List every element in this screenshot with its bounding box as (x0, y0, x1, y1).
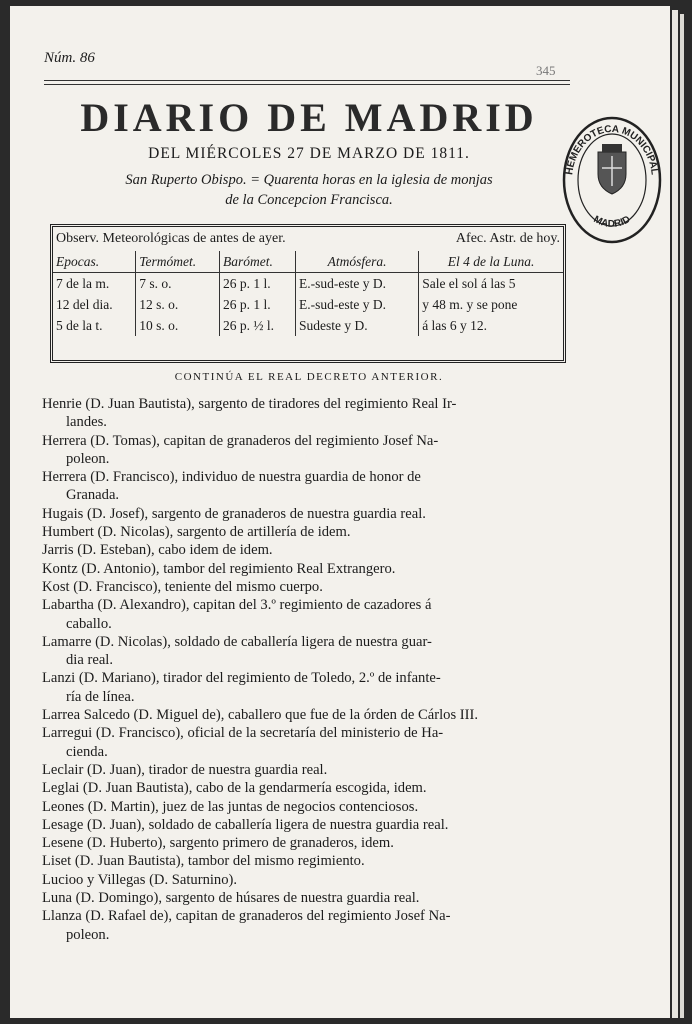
page-edge-back (680, 14, 684, 1018)
library-stamp (558, 108, 662, 248)
cell-atmos: Sudeste y D. (296, 315, 419, 336)
entry-text: Hugais (D. Josef), sargento de granaderos de nuestra guardia real. (42, 505, 426, 522)
list-item (42, 468, 566, 505)
entry-text: Herrera (D. Francisco), individuo de nuestra guardia de honor de (42, 469, 421, 486)
list-item (42, 395, 566, 432)
dateline: DEL MIÉRCOLES 27 DE MARZO DE 1811. (148, 145, 470, 162)
list-item (42, 761, 566, 779)
cell-epoca: 5 de la t. (53, 315, 136, 336)
decree-list (42, 395, 566, 944)
meteo-row (53, 294, 563, 315)
list-item (42, 871, 566, 889)
entry-text: Lesage (D. Juan), soldado de caballería ligera de nuestra guardia real. (42, 816, 449, 833)
col-atmosfera: Atmósfera. (296, 251, 419, 273)
entry-text: Lesene (D. Huberto), sargento primero de granaderos, idem. (42, 835, 394, 852)
entry-text: Labartha (D. Alexandro), capitan del 3.º regimiento de cazadores á (42, 597, 432, 614)
list-item (42, 779, 566, 797)
entry-continuation: ría de línea. (66, 688, 135, 705)
cell-atmos: E.-sud-este y D. (296, 294, 419, 315)
entry-text: Jarris (D. Esteban), cabo idem de idem. (42, 542, 273, 559)
header-rule-top-2 (44, 84, 570, 85)
entry-continuation: caballo. (66, 615, 112, 632)
entry-text: Humbert (D. Nicolas), sargento de artillería de idem. (42, 524, 351, 541)
list-item (42, 578, 566, 596)
list-item (42, 633, 566, 670)
list-item (42, 816, 566, 834)
saint-line-2: de la Concepcion Francisca. (225, 192, 393, 208)
list-item (42, 560, 566, 578)
cell-barom: 26 p. 1 l. (219, 294, 295, 315)
coat-of-arms-icon (598, 144, 626, 194)
col-epocas: Epocas. (53, 251, 136, 273)
cell-term: 12 s. o. (136, 294, 220, 315)
meteo-row (53, 315, 563, 336)
stamp-text: HEMEROTECA MUNICIPAL (564, 123, 660, 176)
entry-continuation: Granada. (66, 487, 120, 504)
page-number: 345 (536, 63, 556, 78)
col-termometro: Termómet. (136, 251, 220, 273)
entry-continuation: poleon. (66, 450, 110, 467)
cell-term: 10 s. o. (136, 315, 220, 336)
entry-text: Herrera (D. Tomas), capitan de granaderos del regimiento Josef Na- (42, 432, 439, 449)
entry-text: Leclair (D. Juan), tirador de nuestra guardia real. (42, 761, 328, 778)
svg-text:MADRID (592, 214, 633, 230)
cell-epoca: 7 de la m. (53, 273, 136, 295)
col-luna: El 4 de la Luna. (419, 251, 563, 273)
entry-text: Lanzi (D. Mariano), tirador del regimiento de Toledo, 2.º de infante- (42, 670, 441, 687)
list-item (42, 523, 566, 541)
entry-continuation: cienda. (66, 743, 108, 760)
entry-text: Larregui (D. Francisco), oficial de la secretaría del ministerio de Ha- (42, 725, 444, 742)
entry-text: Kost (D. Francisco), teniente del mismo cuerpo. (42, 578, 323, 595)
entry-text: Leones (D. Martin), juez de las juntas de negocios contenciosos. (42, 798, 419, 815)
saint-line-1: San Ruperto Obispo. = Quarenta horas en la iglesia de monjas (125, 172, 493, 188)
list-item (42, 724, 566, 761)
list-item (42, 596, 566, 633)
list-item (42, 505, 566, 523)
header-rule-top (44, 80, 570, 81)
entry-continuation: landes. (66, 414, 107, 431)
list-item (42, 834, 566, 852)
entry-text: Lucioo y Villegas (D. Saturnino). (42, 871, 238, 888)
entry-text: Leglai (D. Juan Bautista), cabo de la gendarmería escogida, idem. (42, 780, 427, 797)
newspaper-title: DIARIO DE MADRID (80, 95, 538, 140)
cell-astro: Sale el sol á las 5 (422, 275, 516, 291)
section-heading: CONTINÚA EL REAL DECRETO ANTERIOR. (174, 371, 444, 383)
cell-barom: 26 p. ½ l. (219, 315, 295, 336)
stamp-bottom-text: MADRID (591, 214, 633, 230)
meteorological-table (50, 224, 566, 363)
cell-astro: y 48 m. y se pone (422, 296, 518, 312)
list-item (42, 852, 566, 870)
entry-text: Kontz (D. Antonio), tambor del regimiento Real Extrangero. (42, 560, 396, 577)
list-item (42, 798, 566, 816)
entry-continuation: dia real. (66, 652, 113, 669)
list-item (42, 706, 566, 724)
meteo-title: Observ. Meteorológicas de antes de ayer. (56, 231, 286, 246)
cell-atmos: E.-sud-este y D. (296, 273, 419, 295)
page-edge (672, 10, 678, 1018)
cell-astro: á las 6 y 12. (422, 317, 488, 333)
cell-barom: 26 p. 1 l. (219, 273, 295, 295)
entry-text: Llanza (D. Rafael de), capitan de granaderos del regimiento Josef Na- (42, 908, 451, 925)
list-item (42, 669, 566, 706)
col-barometro: Barómet. (219, 251, 295, 273)
list-item (42, 907, 566, 944)
list-item (42, 432, 566, 469)
list-item (42, 541, 566, 559)
cell-term: 7 s. o. (136, 273, 220, 295)
entry-text: Henrie (D. Juan Bautista), sargento de tiradores del regimiento Real Ir- (42, 396, 457, 412)
entry-text: Liset (D. Juan Bautista), tambor del mismo regimiento. (42, 853, 365, 870)
list-item (42, 889, 566, 907)
entry-text: Larrea Salcedo (D. Miguel de), caballero que fue de la órden de Cárlos III. (42, 707, 478, 724)
entry-continuation: poleon. (66, 926, 110, 943)
entry-text: Luna (D. Domingo), sargento de húsares de nuestra guardia real. (42, 890, 420, 907)
cell-epoca: 12 del dia. (53, 294, 136, 315)
issue-number: Núm. 86 (44, 50, 95, 66)
astro-title: Afec. Astr. de hoy. (455, 231, 560, 246)
meteo-row (53, 273, 563, 295)
entry-text: Lamarre (D. Nicolas), soldado de caballería ligera de nuestra guar- (42, 633, 432, 650)
